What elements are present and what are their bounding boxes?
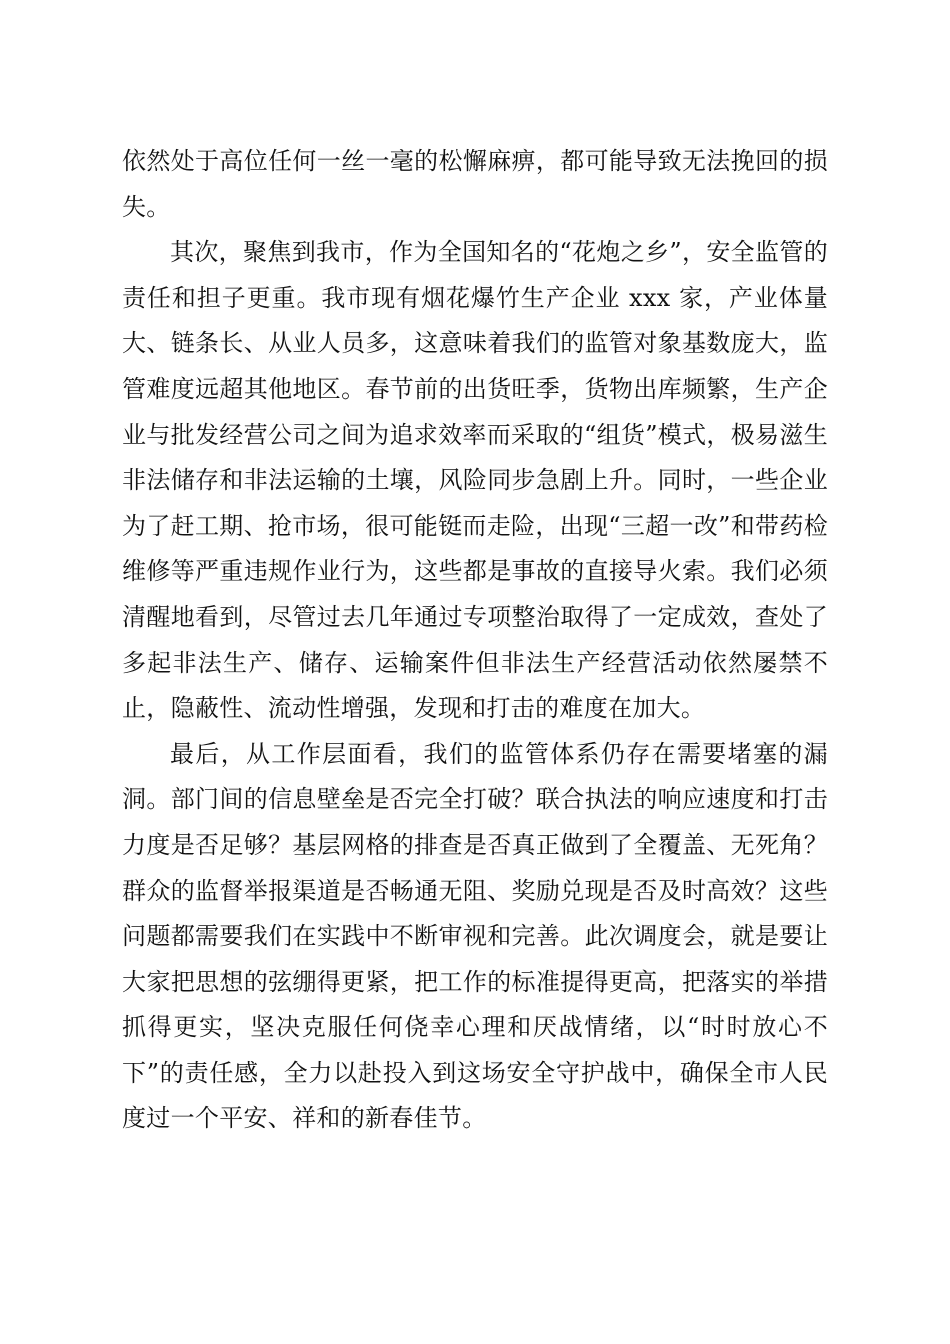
document-body — [122, 139, 828, 1142]
paragraph-continuation: 依然处于高位任何一丝一毫的松懈麻痹，都可能导致无法挽回的损失。 — [122, 147, 828, 221]
paragraph-final-point: 最后，从工作层面看，我们的监管体系仍存在需要堵塞的漏洞。部门间的信息壁垒是否完全打破？联合执法的响应速度和打击力度是否足够？基层网格的排查是否真正做到了全覆盖、无死角？群众的监督举报渠道是否畅通无阻、奖励兑现是否及时高效？这些问题都需要我们在实践中不断审视和完善。此次调度会，就是要让大家把思想的弦绷得更紧，把工作的标准提得更高，把落实的举措抓得更实，坚决克服任何侥幸心理和厌战情绪，以“时时放心不下”的责任感，全力以赴投入到这场安全守护战中，确保全市人民度过一个平安、祥和的新春佳节。 — [122, 739, 828, 1133]
paragraph-second-point: 其次，聚焦到我市，作为全国知名的“花炮之乡”，安全监管的责任和担子更重。我市现有烟花爆竹生产企业 xxx 家，产业体量大、链条长、从业人员多，这意味着我们的监管对象基数庞大，监管难度远超其他地区。春节前的出货旺季，货物出库频繁，生产企业与批发经营公司之间为追求效率而采取的“组货”模式，极易滋生非法储存和非法运输的土壤，风险同步急剧上升。同时，一些企业为了赶工期、抢市场，很可能铤而走险，出现“三超一改”和带药检维修等严重违规作业行为，这些都是事故的直接导火索。我们必须清醒地看到，尽管过去几年通过专项整治取得了一定成效，查处了多起非法生产、储存、运输案件但非法生产经营活动依然屡禁不止，隐蔽性、流动性增强，发现和打击的难度在加大。 — [122, 238, 828, 723]
